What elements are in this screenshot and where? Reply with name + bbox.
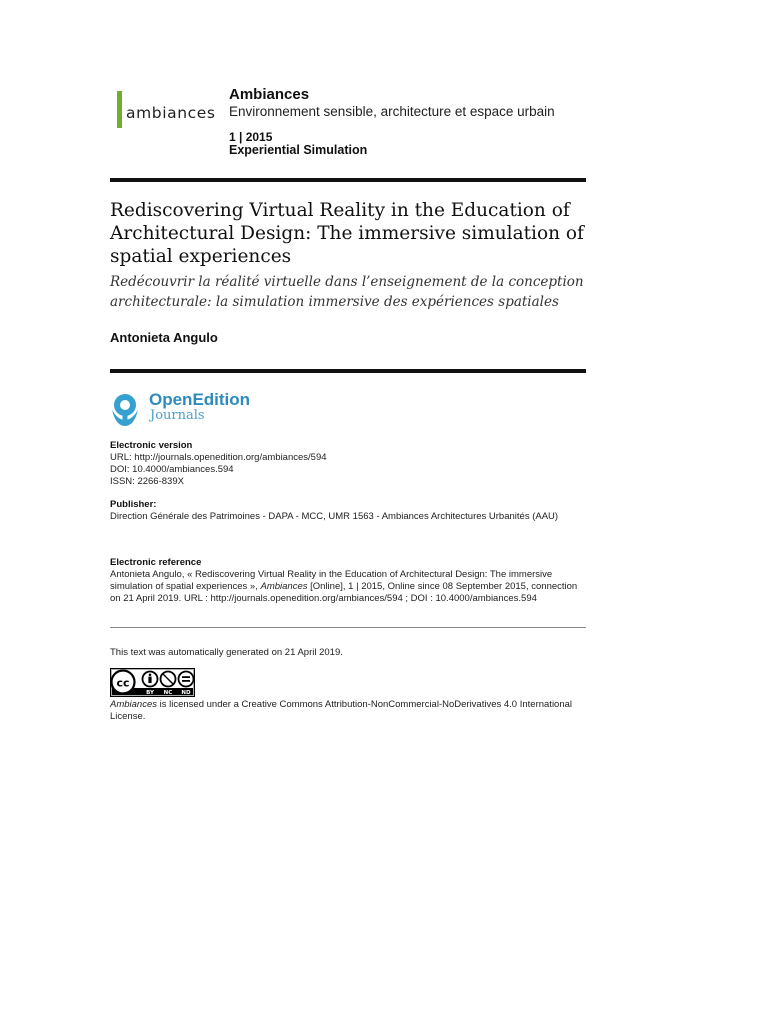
doi-link[interactable]: DOI: 10.4000/ambiances.594 bbox=[110, 464, 234, 475]
openedition-journals: Journals bbox=[150, 408, 205, 423]
cc-label-nc: NC bbox=[163, 690, 173, 696]
electronic-version-block bbox=[110, 440, 590, 488]
generated-note: This text was automatically generated on 21 April 2019. bbox=[110, 647, 343, 658]
issue-number: 1 | 2015 bbox=[229, 130, 273, 144]
cc-main-label: cc bbox=[116, 676, 130, 690]
electronic-reference-block bbox=[110, 557, 590, 605]
journal-logo-text: ambiances bbox=[126, 104, 216, 122]
journal-logo-bar bbox=[117, 91, 122, 128]
publisher-text: Direction Générale des Patrimoines - DAPA - MCC, UMR 1563 - Ambiances Architectures Urbanités (AAU) bbox=[110, 511, 559, 522]
reference-part2: [Online], 1 | 2015, Online since 08 September 2015, connection on 21 April 2019. URL : http://journals.openedition.org/ambiances/594 ; DOI : 10.4000/ambiances.594 bbox=[110, 581, 578, 604]
cc-label-by: BY bbox=[146, 690, 154, 696]
reference-part1: Antonieta Angulo, « Rediscovering Virtual Reality in the Education of Architectural Design: The immersive simulation of spatial experiences », bbox=[110, 569, 553, 592]
license-body: is licensed under a Creative Commons Attribution-NonCommercial-NoDerivatives 4.0 International License. bbox=[110, 699, 573, 722]
license-text bbox=[110, 699, 580, 723]
article-author: Antonieta Angulo bbox=[110, 330, 218, 345]
electronic-reference-text[interactable] bbox=[110, 569, 590, 605]
reference-journal: Ambiances bbox=[260, 581, 308, 592]
openedition-name: OpenEdition bbox=[149, 390, 251, 409]
journal-subtitle: Environnement sensible, architecture et espace urbain bbox=[229, 104, 555, 119]
electronic-version-label: Electronic version bbox=[110, 440, 193, 451]
url-link[interactable]: URL: http://journals.openedition.org/ambiances/594 bbox=[110, 452, 327, 463]
article-subtitle: Redécouvrir la réalité virtuelle dans l’enseignement de la conception architecturale: la simulation immersive des expériences spatiales bbox=[110, 274, 584, 310]
issn-text: ISSN: 2266-839X bbox=[110, 476, 184, 487]
bottom-divider bbox=[110, 627, 586, 628]
publisher-block bbox=[110, 499, 590, 523]
top-divider bbox=[110, 178, 586, 182]
publisher-label: Publisher: bbox=[110, 499, 157, 510]
article-title: Rediscovering Virtual Reality in the Education of Architectural Design: The immersive simulation of spatial experiences bbox=[110, 200, 584, 267]
issue-title: Experiential Simulation bbox=[229, 143, 368, 157]
creative-commons-badge-icon[interactable] bbox=[110, 668, 195, 697]
electronic-reference-label: Electronic reference bbox=[110, 557, 202, 568]
journal-name: Ambiances bbox=[229, 86, 310, 103]
license-journal: Ambiances bbox=[110, 699, 157, 710]
cc-label-nd: ND bbox=[181, 690, 191, 696]
middle-divider bbox=[110, 369, 586, 373]
